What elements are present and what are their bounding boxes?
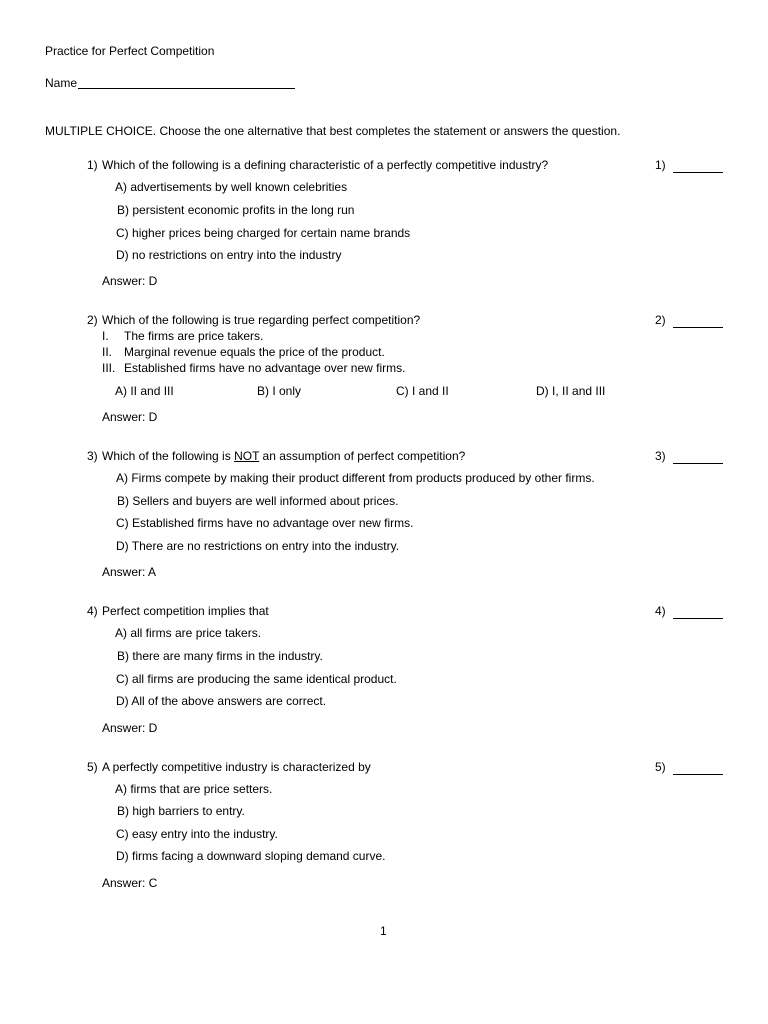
question-4-option-d[interactable]: D) All of the above answers are correct. xyxy=(116,694,327,708)
question-2-option-d[interactable]: D) I, II and III xyxy=(536,384,606,398)
question-4-text: Perfect competition implies that xyxy=(102,604,269,618)
question-2-answer: Answer: D xyxy=(102,410,158,424)
question-2-statement-2-label: II. xyxy=(102,345,113,359)
name-blank[interactable] xyxy=(78,88,295,89)
question-3-text: Which of the following is NOT an assumption of perfect competition? xyxy=(102,449,466,463)
question-4-option-a[interactable]: A) all firms are price takers. xyxy=(115,626,262,640)
question-2-statement-3-text: Established firms have no advantage over new firms. xyxy=(124,361,406,375)
question-1-option-a[interactable]: A) advertisements by well known celebrities xyxy=(115,180,348,194)
question-3-number: 3) xyxy=(87,449,98,463)
question-2-option-a[interactable]: A) II and III xyxy=(115,384,174,398)
question-1-option-c[interactable]: C) higher prices being charged for certain name brands xyxy=(116,226,411,240)
question-4-answer: Answer: D xyxy=(102,721,158,735)
question-5-number: 5) xyxy=(87,760,98,774)
question-2-answer-blank[interactable] xyxy=(673,327,723,328)
question-4-answer-blank[interactable] xyxy=(673,618,723,619)
question-3-answer-blank[interactable] xyxy=(673,463,723,464)
question-1-text: Which of the following is a defining characteristic of a perfectly competitive industry? xyxy=(102,158,549,172)
question-4-option-b[interactable]: B) there are many firms in the industry. xyxy=(117,649,323,663)
question-2-statement-1-text: The firms are price takers. xyxy=(124,329,264,343)
question-2-statement-2-text: Marginal revenue equals the price of the product. xyxy=(124,345,385,359)
question-3-option-a[interactable]: A) Firms compete by making their product different from products produced by other firms. xyxy=(116,471,595,485)
question-5-answer-blank[interactable] xyxy=(673,774,723,775)
question-3-option-d[interactable]: D) There are no restrictions on entry into the industry. xyxy=(116,539,400,553)
question-1-option-d[interactable]: D) no restrictions on entry into the industry xyxy=(116,248,342,262)
question-3-blank-number: 3) xyxy=(655,449,666,463)
question-2-blank-number: 2) xyxy=(655,313,666,327)
question-5-option-a[interactable]: A) firms that are price setters. xyxy=(115,782,273,796)
question-1-number: 1) xyxy=(87,158,98,172)
page-number: 1 xyxy=(380,924,387,938)
document-title: Practice for Perfect Competition xyxy=(45,44,215,58)
question-5-option-d[interactable]: D) firms facing a downward sloping demand curve. xyxy=(116,849,386,863)
question-5-option-b[interactable]: B) high barriers to entry. xyxy=(117,804,245,818)
question-2-text: Which of the following is true regarding perfect competition? xyxy=(102,313,421,327)
question-1-answer: Answer: D xyxy=(102,274,158,288)
question-4-option-c[interactable]: C) all firms are producing the same identical product. xyxy=(116,672,397,686)
question-1-option-b[interactable]: B) persistent economic profits in the long run xyxy=(117,203,355,217)
instructions: MULTIPLE CHOICE. Choose the one alternative that best completes the statement or answers the question. xyxy=(45,124,621,138)
question-2-option-c[interactable]: C) I and II xyxy=(396,384,449,398)
question-1-blank-number: 1) xyxy=(655,158,666,172)
question-1-answer-blank[interactable] xyxy=(673,172,723,173)
question-2-number: 2) xyxy=(87,313,98,327)
question-5-option-c[interactable]: C) easy entry into the industry. xyxy=(116,827,278,841)
question-5-answer: Answer: C xyxy=(102,876,158,890)
question-3-answer: Answer: A xyxy=(102,565,157,579)
question-4-number: 4) xyxy=(87,604,98,618)
question-2-option-b[interactable]: B) I only xyxy=(257,384,302,398)
question-3-option-c[interactable]: C) Established firms have no advantage over new firms. xyxy=(116,516,414,530)
question-5-blank-number: 5) xyxy=(655,760,666,774)
question-3-emphasis: NOT xyxy=(234,449,260,463)
question-2-statement-3-label: III. xyxy=(102,361,116,375)
question-5-text: A perfectly competitive industry is characterized by xyxy=(102,760,371,774)
name-label: Name xyxy=(45,76,78,90)
question-3-option-b[interactable]: B) Sellers and buyers are well informed about prices. xyxy=(117,494,399,508)
question-4-blank-number: 4) xyxy=(655,604,666,618)
question-2-statement-1-label: I. xyxy=(102,329,109,343)
